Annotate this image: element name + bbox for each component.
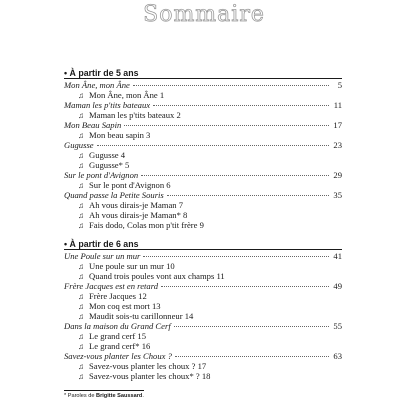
dot-leader [143, 256, 329, 257]
section-heading: • À partir de 5 ans [64, 68, 139, 78]
track-label: Frère Jacques 12 [89, 291, 147, 301]
song-title: Quand passe la Petite Souris [64, 190, 164, 200]
toc-entry[interactable] [64, 120, 342, 130]
footnote [64, 393, 144, 399]
track-item [64, 150, 342, 160]
toc-entry[interactable] [64, 281, 342, 291]
music-note-icon: ♫ [78, 362, 84, 371]
track-label: Ah vous dirais-je Maman* 8 [89, 210, 188, 220]
music-note-icon: ♫ [78, 161, 84, 170]
track-item [64, 110, 342, 120]
track-item [64, 261, 342, 271]
track-item [64, 291, 342, 301]
dot-leader [167, 195, 329, 196]
track-label: Mon beau sapin 3 [89, 130, 151, 140]
toc-entry[interactable] [64, 100, 342, 110]
dot-leader [124, 125, 329, 126]
song-title: Mon Beau Sapin [64, 120, 122, 130]
section [64, 68, 342, 230]
section-rule [64, 78, 342, 79]
track-label: Sur le pont d'Avignon 6 [89, 180, 171, 190]
music-note-icon: ♫ [78, 272, 84, 281]
music-note-icon: ♫ [78, 332, 84, 341]
track-label: Gugusse 4 [89, 150, 126, 160]
page-number: 49 [333, 281, 342, 291]
track-item [64, 130, 342, 140]
page-number: 23 [333, 140, 342, 150]
page-number: 5 [337, 80, 342, 90]
music-note-icon: ♫ [78, 131, 84, 140]
page-number: 41 [333, 251, 342, 261]
track-item [64, 361, 342, 371]
track-label: Maudit sois-tu carillonneur 14 [89, 311, 194, 321]
music-note-icon: ♫ [78, 302, 84, 311]
page-title: Sommaire [143, 2, 265, 27]
track-label: Maman les p'tits bateaux 2 [89, 110, 181, 120]
music-note-icon: ♫ [78, 372, 84, 381]
dot-leader [153, 105, 329, 106]
table-of-contents [64, 68, 342, 381]
track-item [64, 210, 342, 220]
track-item [64, 90, 342, 100]
music-note-icon: ♫ [78, 91, 84, 100]
track-label: Le grand cerf 15 [89, 331, 147, 341]
section-heading: • À partir de 6 ans [64, 239, 139, 249]
track-item [64, 200, 342, 210]
toc-entry[interactable] [64, 321, 342, 331]
track-item [64, 271, 342, 281]
dot-leader [174, 326, 329, 327]
track-item [64, 180, 342, 190]
track-label: Mon coq est mort 13 [89, 301, 161, 311]
dot-leader [141, 175, 329, 176]
page-number: 55 [333, 321, 342, 331]
music-note-icon: ♫ [78, 201, 84, 210]
track-label: Mon Âne, mon Âne 1 [89, 90, 165, 100]
track-label: Savez-vous planter les choux ? 17 [89, 361, 207, 371]
toc-entry[interactable] [64, 170, 342, 180]
toc-entry[interactable] [64, 190, 342, 200]
toc-entry[interactable] [64, 140, 342, 150]
song-title: Sur le pont d'Avignon [64, 170, 139, 180]
track-item [64, 331, 342, 341]
footnote-author: Brigitte Saussard [96, 393, 143, 399]
track-label: Quand trois poules vont aux champs 11 [89, 271, 225, 281]
toc-entry[interactable] [64, 251, 342, 261]
track-label: Le grand cerf* 16 [89, 341, 151, 351]
track-item [64, 341, 342, 351]
track-label: Savez-vous planter les choux* ? 18 [89, 371, 211, 381]
music-note-icon: ♫ [78, 262, 84, 271]
track-item [64, 371, 342, 381]
song-title: Dans la maison du Grand Cerf [64, 321, 171, 331]
footnote-suffix: . [142, 393, 144, 399]
track-item [64, 311, 342, 321]
dot-leader [175, 356, 329, 357]
page-number: 29 [333, 170, 342, 180]
dot-leader [97, 145, 329, 146]
song-title: Maman les p'tits bateaux [64, 100, 151, 110]
toc-entry[interactable] [64, 80, 342, 90]
footnote-prefix: * Paroles de [64, 393, 97, 399]
page-number: 35 [333, 190, 342, 200]
music-note-icon: ♫ [78, 342, 84, 351]
toc-entry[interactable] [64, 351, 342, 361]
music-note-icon: ♫ [78, 312, 84, 321]
dot-leader [161, 286, 329, 287]
music-note-icon: ♫ [78, 111, 84, 120]
track-item [64, 301, 342, 311]
track-label: Ah vous dirais-je Maman 7 [89, 200, 184, 210]
page-number: 11 [333, 100, 342, 110]
track-label: Gugusse* 5 [89, 160, 130, 170]
dot-leader [133, 85, 329, 86]
music-note-icon: ♫ [78, 211, 84, 220]
section-rule [64, 249, 342, 250]
song-title: Frère Jacques est en retard [64, 281, 159, 291]
music-note-icon: ♫ [78, 221, 84, 230]
track-label: Fais dodo, Colas mon p'tit frère 9 [89, 220, 204, 230]
section [64, 239, 342, 381]
music-note-icon: ♫ [78, 151, 84, 160]
song-title: Savez-vous planter les Choux ? [64, 351, 172, 361]
footnote-rule [64, 390, 144, 391]
music-note-icon: ♫ [78, 181, 84, 190]
track-item [64, 160, 342, 170]
track-item [64, 220, 342, 230]
page-number: 17 [333, 120, 342, 130]
page-number: 63 [333, 351, 342, 361]
music-note-icon: ♫ [78, 292, 84, 301]
song-title: Mon Âne, mon Âne [64, 80, 130, 90]
track-label: Une poule sur un mur 10 [89, 261, 175, 271]
song-title: Une Poule sur un mur [64, 251, 141, 261]
song-title: Gugusse [64, 140, 94, 150]
